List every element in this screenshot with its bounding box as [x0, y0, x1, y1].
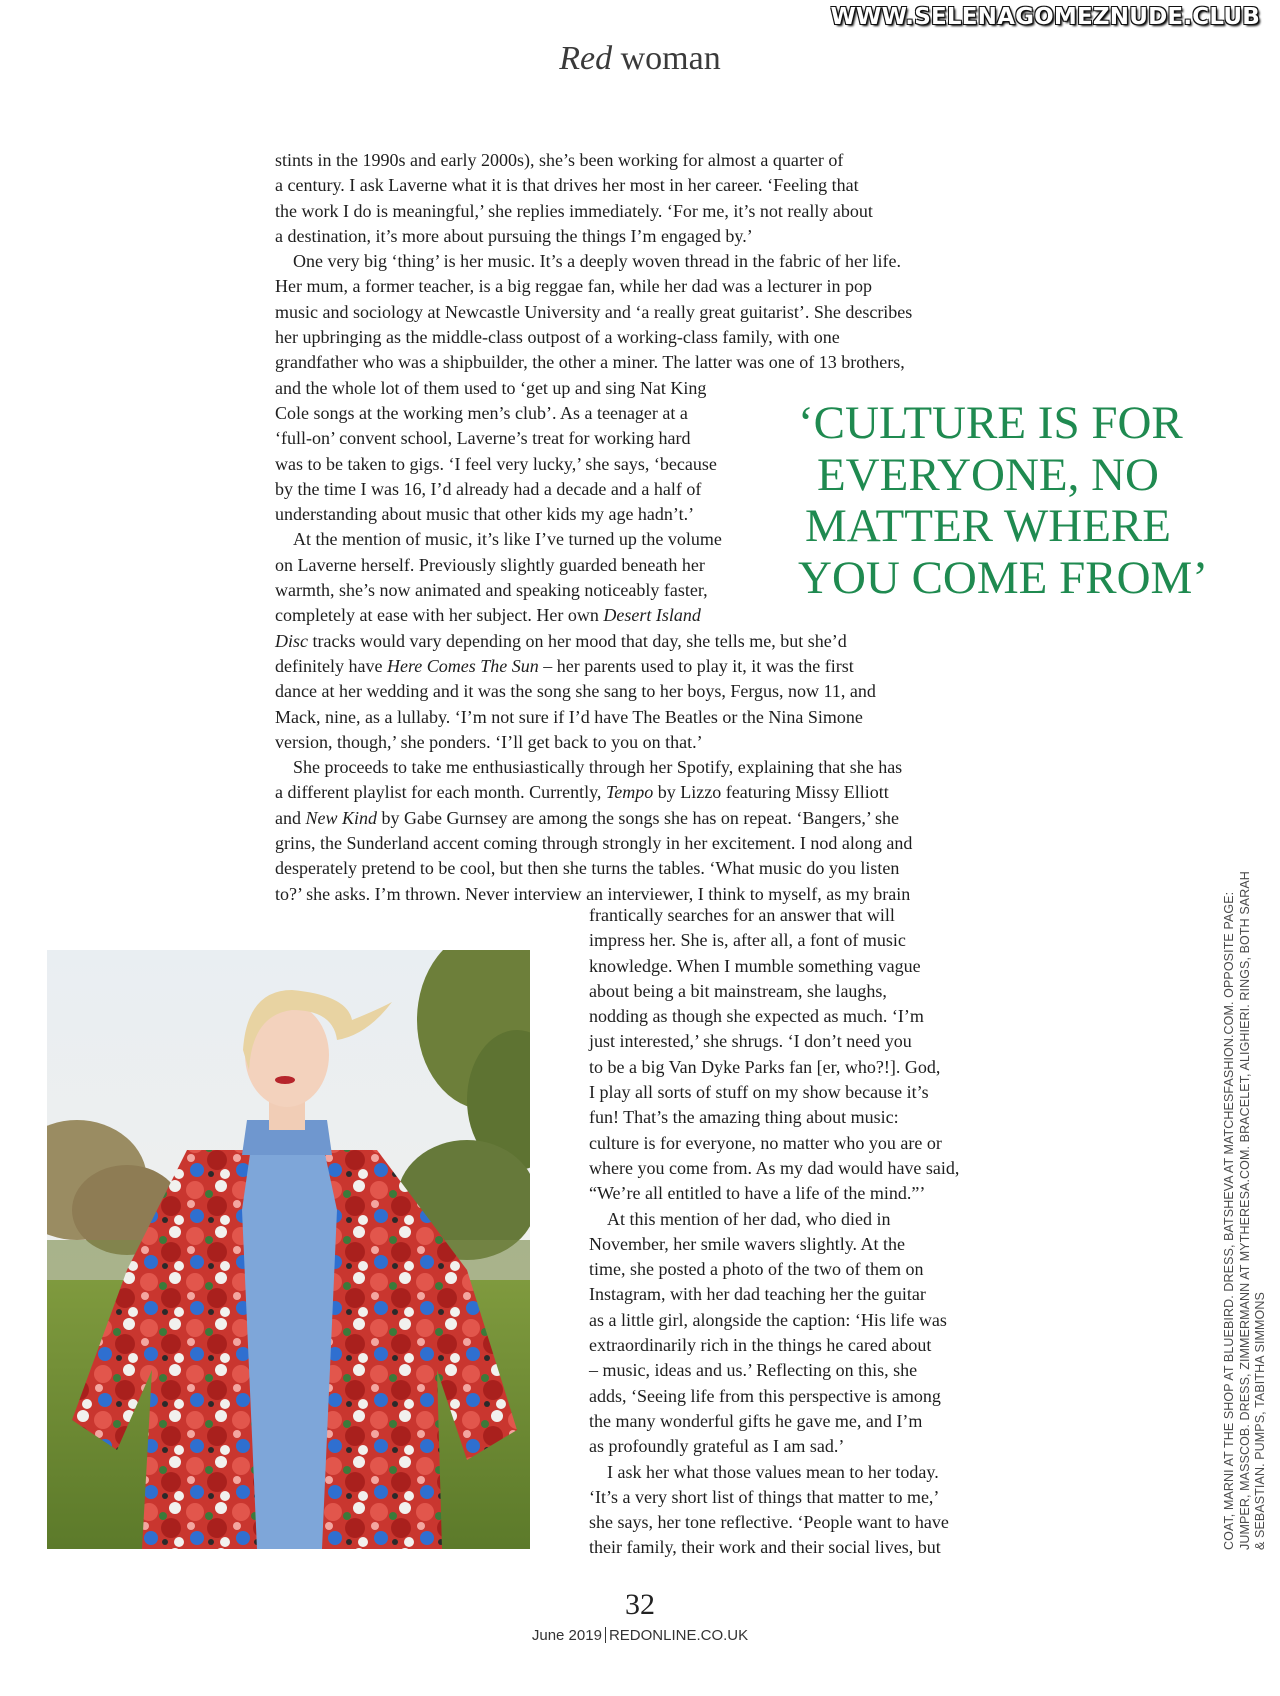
text-run: culture is for everyone, no matter who you are or: [589, 1132, 942, 1153]
text-run: just interested,’ she shrugs. ‘I don’t need you: [589, 1031, 912, 1052]
text-run: definitely have: [275, 655, 387, 676]
text-line: [275, 224, 912, 249]
text-run: I ask her what those values mean to her today.: [607, 1461, 939, 1482]
text-line: [589, 1131, 959, 1156]
text-run: ‘It’s a very short list of things that matter to me,’: [589, 1486, 940, 1507]
text-line: [589, 954, 959, 979]
text-run: desperately pretend to be cool, but then she turns the tables. ‘What music do you listen: [275, 858, 900, 879]
article-column-right: [589, 903, 959, 1561]
text-run: and: [275, 807, 306, 828]
text-run: by Gabe Gurnsey are among the songs she has on repeat. ‘Bangers,’ she: [377, 807, 900, 828]
photo: [47, 950, 530, 1549]
footer-site: REDONLINE.CO.UK: [608, 1627, 749, 1644]
footer-divider: [605, 1627, 606, 1643]
text-run: She proceeds to take me enthusiastically through her Spotify, explaining that she has: [293, 757, 903, 778]
watermark: WWW.SELENAGOMEZNUDE.CLUB: [830, 4, 1260, 30]
text-run: was to be taken to gigs. ‘I feel very lucky,’ she says, ‘because: [275, 453, 717, 474]
text-run: knowledge. When I mumble something vague: [589, 955, 921, 976]
text-line: [275, 274, 912, 299]
text-line: [589, 979, 959, 1004]
text-run: fun! That’s the amazing thing about music:: [589, 1107, 899, 1128]
text-line: [589, 1308, 959, 1333]
text-line: [275, 199, 912, 224]
text-run: Instagram, with her dad teaching her the guitar: [589, 1284, 926, 1305]
text-run: a destination, it’s more about pursuing the things I’m engaged by.’: [275, 225, 753, 246]
text-run: their family, their work and their social lives, but: [589, 1537, 941, 1558]
text-run: grandfather who was a shipbuilder, the other a miner. The latter was one of 13 brothers,: [275, 352, 905, 373]
text-run: and the whole lot of them used to ‘get up and sing Nat King: [275, 377, 707, 398]
text-run: completely at ease with her subject. Her own: [275, 605, 604, 626]
text-line: [589, 1257, 959, 1282]
text-run: nodding as though she expected as much. ‘I’m: [589, 1006, 924, 1027]
text-line: [275, 654, 912, 679]
text-run: November, her smile wavers slightly. At the: [589, 1233, 906, 1254]
text-run: – her parents used to play it, it was the first: [538, 655, 854, 676]
text-line: [275, 249, 912, 274]
text-run: – music, ideas and us.’ Reflecting on this, she: [589, 1360, 918, 1381]
text-line: [275, 350, 912, 375]
text-run: grins, the Sunderland accent coming through strongly in her excitement. I nod along and: [275, 833, 913, 854]
text-run: a century. I ask Laverne what it is that drives her most in her career. ‘Feeling that: [275, 175, 859, 196]
text-run: impress her. She is, after all, a font of music: [589, 930, 906, 951]
text-run: music and sociology at Newcastle University and ‘a really great guitarist’. She describes: [275, 301, 913, 322]
text-line: [589, 1029, 959, 1054]
masthead-section: woman: [620, 40, 721, 77]
credit-line: & SEBASTIAN. PUMPS, TABITHA SIMMONS: [1253, 1292, 1267, 1550]
text-run: time, she posted a photo of the two of them on: [589, 1259, 924, 1280]
text-line: [275, 679, 912, 704]
text-italic: Disc: [275, 630, 308, 651]
text-line: [589, 1535, 959, 1560]
text-line: [589, 1333, 959, 1358]
text-run: to be a big Van Dyke Parks fan [er, who?!]. God,: [589, 1056, 941, 1077]
text-run: ‘full-on’ convent school, Laverne’s treat for working hard: [275, 428, 691, 449]
masthead-brand: Red: [559, 40, 613, 77]
text-run: about being a bit mainstream, she laughs,: [589, 980, 887, 1001]
credit-line: JUMPER, MASSCOB. DRESS, ZIMMERMANN AT MYTHERESA.COM. BRACELET, ALIGHIERI. RINGS, BOTH SARAH: [1237, 871, 1252, 1550]
text-run: as a little girl, alongside the caption: ‘His life was: [589, 1309, 947, 1330]
text-line: [589, 1080, 959, 1105]
text-run: frantically searches for an answer that will: [589, 905, 895, 925]
text-line: [275, 705, 912, 730]
text-line: [275, 856, 912, 881]
text-line: [589, 1004, 959, 1029]
text-run: her upbringing as the middle-class outpost of a working-class family, with one: [275, 327, 840, 348]
footer-date: June 2019: [531, 1627, 602, 1644]
photo-credits: [1222, 871, 1269, 1550]
text-line: [589, 1105, 959, 1130]
credit-line: COAT, MARNI AT THE SHOP AT BLUEBIRD. DRESS, BATSHEVA AT MATCHESFASHION.COM. OPPOSITE PAGE:: [1222, 891, 1236, 1550]
text-line: [275, 173, 912, 198]
text-line: [275, 300, 912, 325]
text-italic: Desert Island: [603, 605, 701, 626]
text-line: [589, 903, 959, 928]
pull-quote-line: EVERYONE, NO: [816, 448, 1160, 501]
text-line: [589, 1409, 959, 1434]
text-run: by the time I was 16, I’d already had a decade and a half of: [275, 478, 702, 499]
text-line: [589, 1156, 959, 1181]
text-run: by Lizzo featuring Missy Elliott: [653, 782, 889, 803]
text-line: [275, 806, 912, 831]
text-line: [275, 755, 912, 780]
text-line: [589, 1434, 959, 1459]
text-line: [275, 629, 912, 654]
text-italic: New Kind: [305, 807, 378, 828]
text-line: [275, 603, 912, 628]
pull-quote-line: YOU COME FROM’: [798, 551, 1208, 604]
text-run: warmth, she’s now animated and speaking noticeably faster,: [275, 580, 708, 601]
page-number: 32: [625, 1588, 655, 1621]
text-line: [589, 1232, 959, 1257]
text-run: stints in the 1990s and early 2000s), she’s been working for almost a quarter of: [275, 150, 844, 170]
text-run: One very big ‘thing’ is her music. It’s a deeply woven thread in the fabric of her life.: [293, 251, 901, 272]
text-run: Her mum, a former teacher, is a big reggae fan, while her dad was a lecturer in pop: [275, 276, 873, 297]
masthead: [0, 40, 1280, 78]
text-run: At this mention of her dad, who died in: [607, 1208, 891, 1229]
text-run: a different playlist for each month. Currently,: [275, 782, 606, 803]
text-run: on Laverne herself. Previously slightly guarded beneath her: [275, 554, 705, 575]
text-line: [275, 325, 912, 350]
text-run: dance at her wedding and it was the song she sang to her boys, Fergus, now 11, and: [275, 681, 876, 702]
text-line: [589, 1055, 959, 1080]
text-line: [275, 831, 912, 856]
text-run: to?’ she asks. I’m thrown. Never interview an interviewer, I think to myself, as my brain: [275, 883, 911, 904]
text-run: the work I do is meaningful,’ she replies immediately. ‘For me, it’s not really about: [275, 200, 873, 221]
text-line: [589, 1181, 959, 1206]
text-run: extraordinarily rich in the things he cared about: [589, 1335, 932, 1356]
text-run: she says, her tone reflective. ‘People want to have: [589, 1512, 949, 1533]
text-run: as profoundly grateful as I am sad.’: [589, 1436, 845, 1457]
text-run: adds, ‘Seeing life from this perspective is among: [589, 1385, 941, 1406]
text-line: [275, 780, 912, 805]
text-run: I play all sorts of stuff on my show because it’s: [589, 1082, 929, 1103]
text-run: version, though,’ she ponders. ‘I’ll get back to you on that.’: [275, 731, 703, 752]
text-line: [275, 148, 912, 173]
text-italic: Here Comes The Sun: [386, 655, 539, 676]
pull-quote: [798, 397, 1208, 604]
text-run: the many wonderful gifts he gave me, and I’m: [589, 1410, 923, 1431]
text-run: tracks would vary depending on her mood that day, she tells me, but she’d: [308, 630, 847, 651]
text-run: Cole songs at the working men’s club’. As a teenager at a: [275, 402, 688, 423]
text-italic: Tempo: [605, 782, 654, 803]
text-run: “We’re all entitled to have a life of the mind.”’: [589, 1183, 926, 1204]
text-line: [589, 1207, 959, 1232]
text-run: understanding about music that other kids my age hadn’t.’: [275, 504, 695, 525]
text-line: [589, 1384, 959, 1409]
footer: [0, 1627, 1280, 1644]
text-line: [589, 1485, 959, 1510]
text-run: At the mention of music, it’s like I’ve turned up the volume: [293, 529, 722, 550]
pull-quote-line: ‘CULTURE IS FOR: [798, 397, 1183, 449]
text-line: [275, 730, 912, 755]
text-line: [589, 1510, 959, 1535]
text-line: [589, 1460, 959, 1485]
text-line: [589, 1358, 959, 1383]
text-line: [589, 928, 959, 953]
text-run: Mack, nine, as a lullaby. ‘I’m not sure if I’d have The Beatles or the Nina Simone: [275, 706, 863, 727]
text-line: [589, 1282, 959, 1307]
pull-quote-line: MATTER WHERE: [805, 500, 1171, 552]
text-run: where you come from. As my dad would have said,: [589, 1157, 960, 1178]
